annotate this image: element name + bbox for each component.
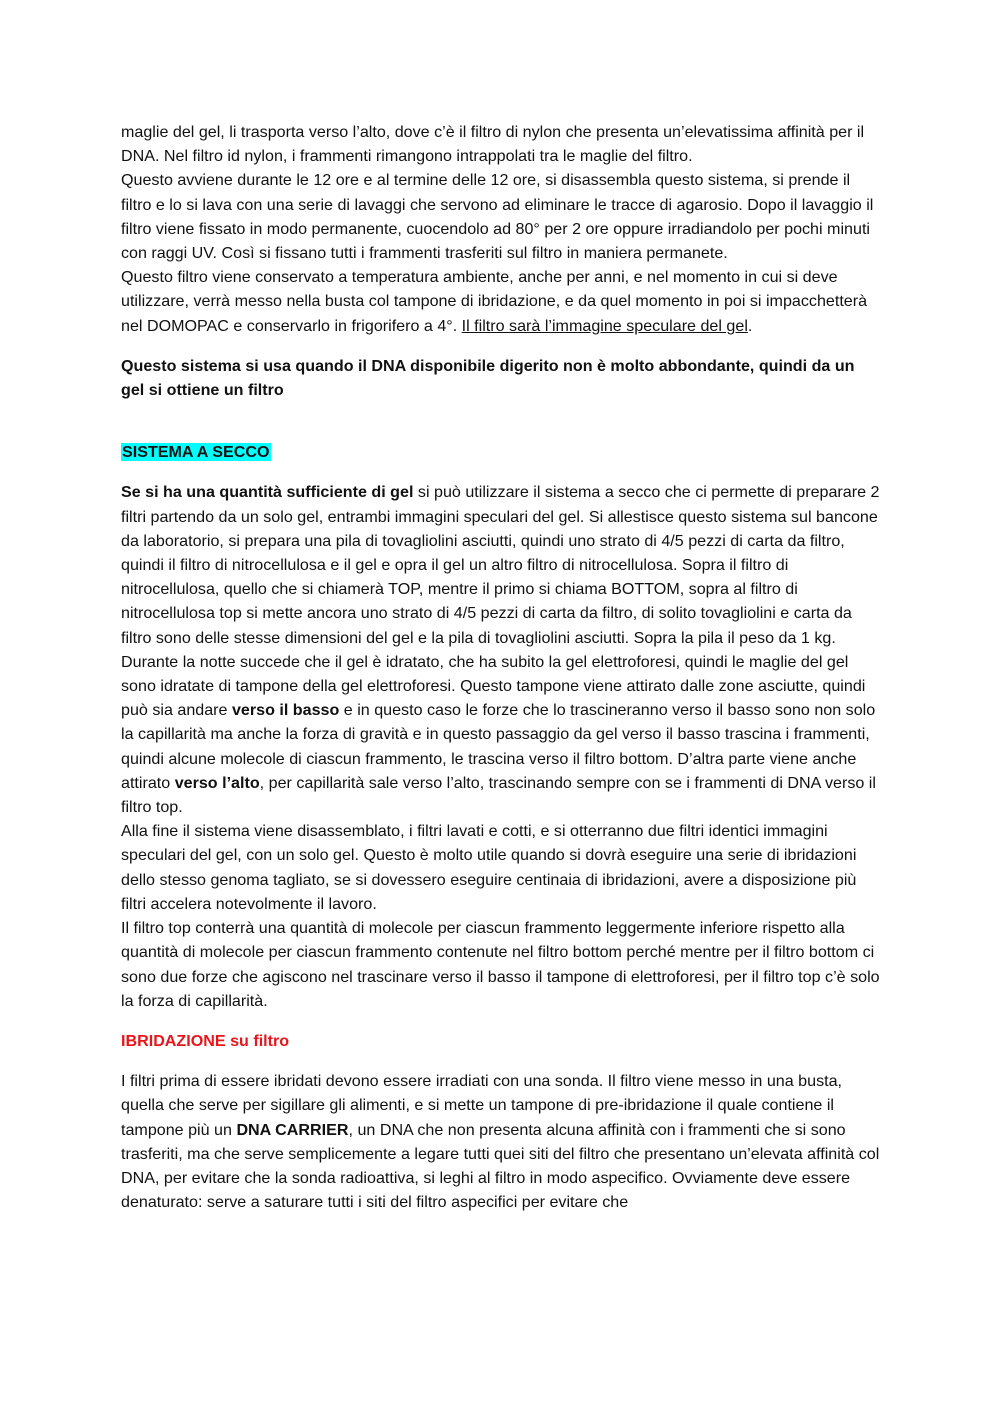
text-run: Questo filtro viene conservato a temperatura ambiente, anche per anni, e nel momento in cui si deve utilizzare, verrà messo nella busta col tampone di ibridazione, e da quel momento in poi si impacchetterà nel DOMOPAC e conservarlo in frigorifero a 4°. xyxy=(121,268,868,335)
paragraph: Il filtro top conterrà una quantità di molecole per ciascun frammento leggermente inferiore rispetto alla quantità di molecole per ciascun frammento contenute nel filtro bottom perché mentre per il filtro bottom ci sono due forze che agiscono nel trascinare verso il basso il tampone di elettroforesi, per il filtro top c’è solo la forza di capillarità. xyxy=(121,919,880,1010)
section-heading-secco-wrap xyxy=(121,440,881,464)
bold-text: verso l’alto xyxy=(174,773,260,792)
paragraph xyxy=(121,265,881,338)
underlined-text: Il filtro sarà l’immagine speculare del gel xyxy=(461,316,748,335)
bold-text: Se si ha una quantità sufficiente di gel xyxy=(121,483,414,502)
text-run: si può utilizzare il sistema a secco che ci permette di preparare 2 filtri partendo da un solo gel, entrambi immagini speculari del gel. Si allestisce questo sistema sul bancone da laboratorio, si prepara una pila di tovagliolini asciutti, quindi uno strato di 4/5 pezzi di carta da filtro, quindi il filtro di nitrocellulosa e il gel e opra il gel un altro filtro di nitrocellulosa. Sopra il filtro di nitrocellulosa, quello che si chiamerà TOP, mentre il primo si chiama BOTTOM, sopra al filtro di nitrocellulosa top si mette ancora uno strato di 4/5 pezzi di carta da filtro, di solito tovagliolini e carta da filtro sono delle stesse dimensioni del gel e la pila di tovagliolini asciutti. Sopra la pila il peso da 1 kg. xyxy=(121,483,880,647)
section-heading-secco: SISTEMA A SECCO xyxy=(122,443,270,462)
text-run: , per capillarità sale verso l’alto, trascinando sempre con se i frammenti di DNA verso il filtro top. xyxy=(121,773,876,817)
bold-text: DNA CARRIER xyxy=(236,1120,349,1139)
paragraph xyxy=(121,650,881,819)
paragraph xyxy=(121,480,881,649)
text-run: I filtri prima di essere ibridati devono essere irradiati con una sonda. Il filtro viene messo in una busta, quella che serve per sigillare gli alimenti, e si mette un tampone di pre-ibridazione il quale contiene il tampone più un xyxy=(121,1072,843,1139)
text-run: Durante la notte succede che il gel è idratato, che ha subito la gel elettroforesi, quindi le maglie del gel sono idratate di tampone della gel elettroforesi. Questo tampone viene attirato dalle zone asciutte, quindi può sia andare xyxy=(121,652,866,720)
bold-note: Questo sistema si usa quando il DNA disponibile digerito non è molto abbondante, quindi da un gel si ottiene un filtro xyxy=(121,356,855,400)
section-heading-ibridazione: IBRIDAZIONE su filtro xyxy=(121,1031,290,1050)
text-run: , un DNA che non presenta alcuna affinità con i frammenti che si sono trasferiti, ma che serve semplicemente a legare tutti quei siti del filtro che presentano un’elevata affinità col DNA, per evitare che la sonda radioattiva, si leghi al filtro in modo aspecifico. Ovviamente deve essere denaturato: serve a saturare tutti i siti del filtro aspecifici per evitare che xyxy=(121,1120,880,1212)
paragraph xyxy=(121,1069,881,1214)
page-content xyxy=(121,120,881,1214)
paragraph: Alla fine il sistema viene disassemblato, i filtri lavati e cotti, e si otterranno due filtri identici immagini speculari del gel, con un solo gel. Questo è molto utile quando si dovrà eseguire una serie di ibridazioni dello stesso genoma tagliato, se si dovessero eseguire centinaia di ibridazioni, avere a disposizione più filtri accelera notevolmente il lavoro. xyxy=(121,822,857,913)
text-run: . xyxy=(747,316,753,335)
paragraph: Questo avviene durante le 12 ore e al termine delle 12 ore, si disassembla questo sistema, si prende il filtro e lo si lava con una serie di lavaggi che servono ad eliminare le tracce di agarosio. Dopo il lavaggio il filtro viene fissato in modo permanente, cuocendolo ad 80° per 2 ore oppure irradiandolo per pochi minuti con raggi UV. Così si fissano tutti i frammenti trasferiti sul filtro in maniera permanete. xyxy=(121,171,874,263)
paragraph: maglie del gel, li trasporta verso l’alto, dove c’è il filtro di nylon che presenta un’elevatissima affinità per il DNA. Nel filtro id nylon, i frammenti rimangono intrappolati tra le maglie del filtro. xyxy=(121,123,865,166)
text-run: e in questo caso le forze che lo trascineranno verso il basso sono non solo la capillarità ma anche la forza di gravità e in questo passaggio da gel verso il basso trascina i frammenti, quindi alcune molecole di ciascun frammento, le trascina verso il filtro bottom. D’altra parte viene anche attirato xyxy=(121,701,876,792)
bold-text: verso il basso xyxy=(231,701,340,720)
